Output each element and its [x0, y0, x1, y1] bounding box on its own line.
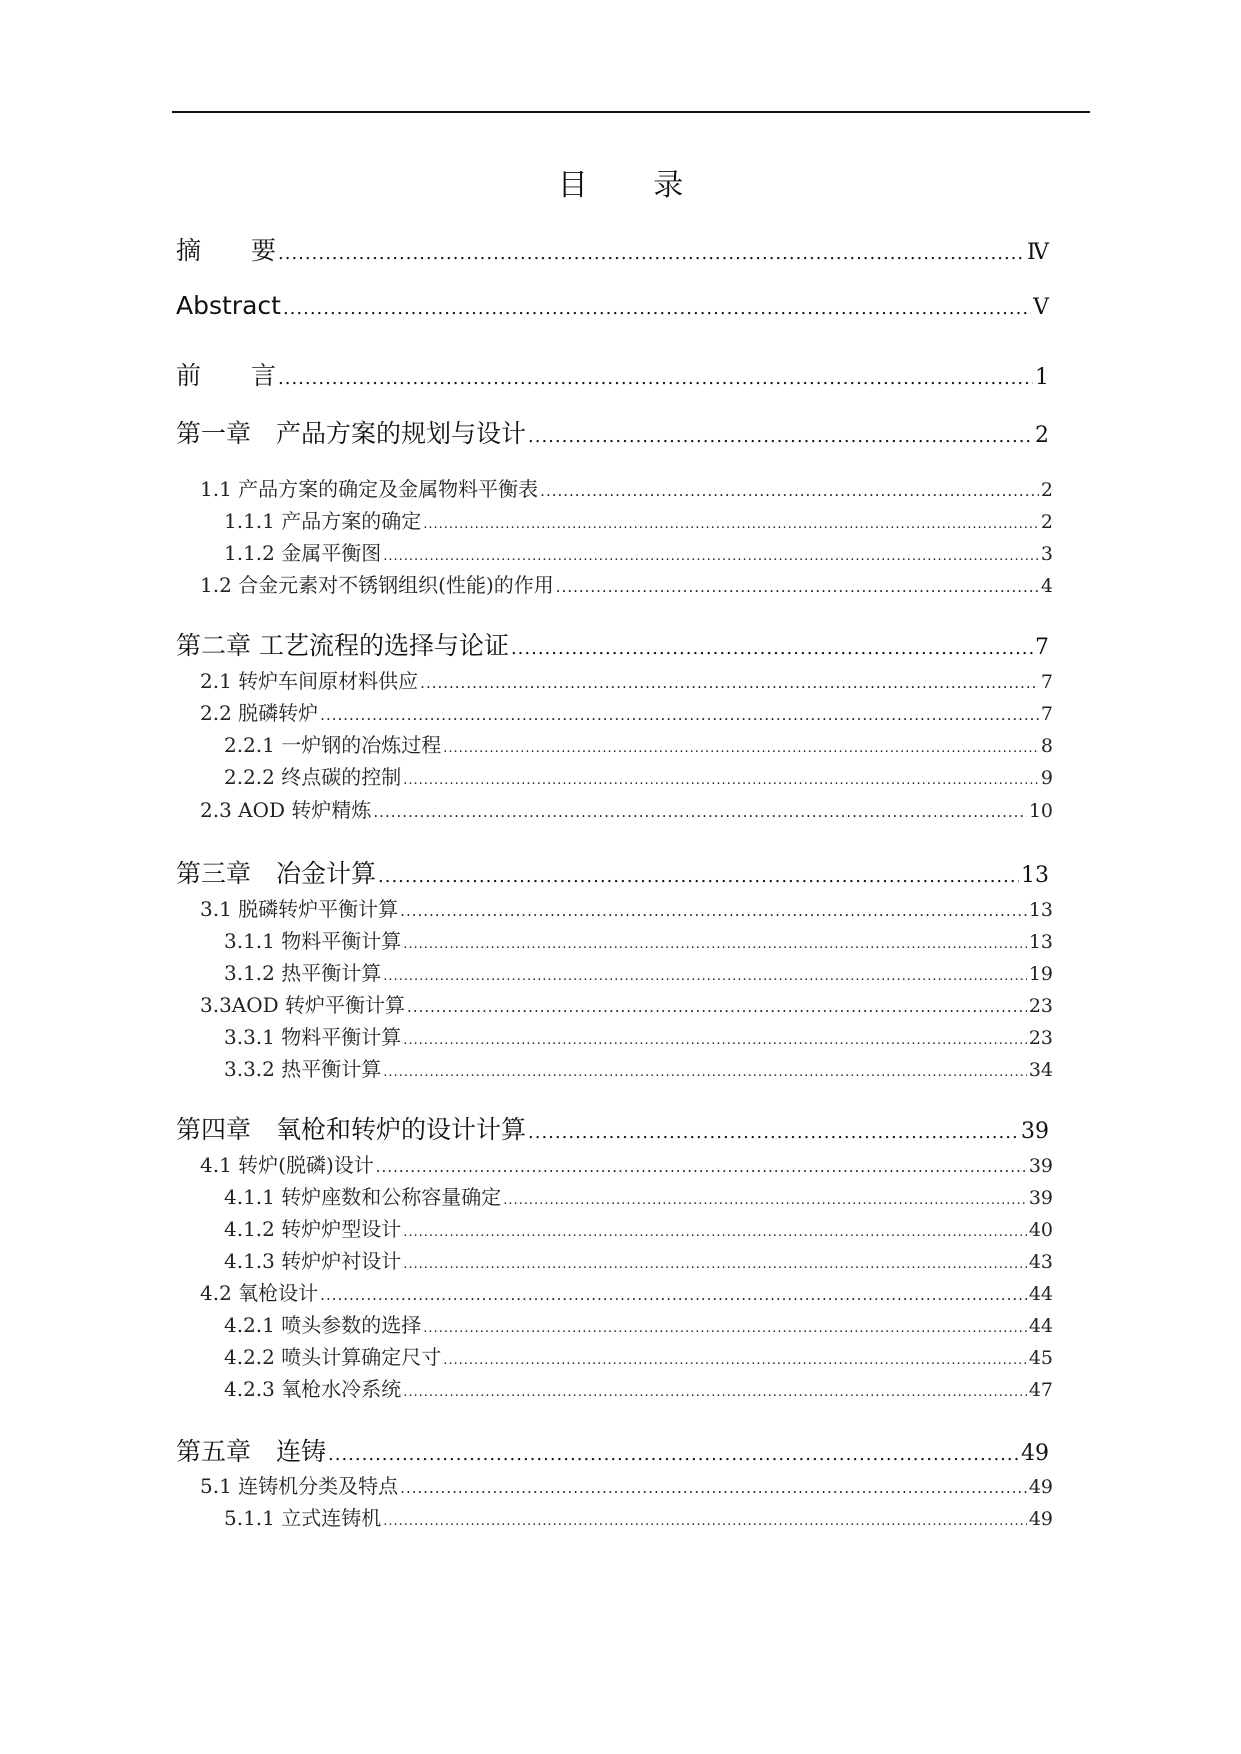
toc-entry-label: 前 言 — [176, 361, 277, 390]
toc-entry-label: 1.1.2 金属平衡图 — [224, 541, 382, 565]
dot-leader — [423, 517, 1039, 532]
toc-subsection-entry[interactable] — [224, 1213, 1053, 1242]
toc-page-number: 13 — [1028, 899, 1053, 921]
toc-chapter-entry[interactable] — [176, 356, 1049, 392]
dot-leader — [383, 549, 1039, 564]
toc-subsection-entry[interactable] — [224, 925, 1053, 954]
toc-chapter-entry[interactable] — [176, 626, 1049, 662]
toc-page-number: 19 — [1028, 963, 1053, 985]
toc-subsection-entry[interactable] — [224, 957, 1053, 986]
toc-chapter-entry[interactable] — [176, 231, 1049, 267]
toc-entry-label: 4.2.2 喷头计算确定尺寸 — [224, 1345, 442, 1369]
toc-page-number: 34 — [1028, 1059, 1053, 1081]
toc-entry-label: 第一章 产品方案的规划与设计 — [176, 419, 527, 448]
toc-subsection-entry[interactable] — [224, 1181, 1053, 1210]
dot-leader — [378, 866, 1019, 887]
toc-page-number: 7 — [1040, 671, 1053, 693]
dot-leader — [528, 1122, 1019, 1143]
toc-page-number: 43 — [1028, 1251, 1053, 1273]
dot-leader — [403, 1225, 1027, 1240]
toc-subsection-entry[interactable] — [224, 1053, 1053, 1082]
dot-leader — [376, 1158, 1027, 1176]
toc-page-number: 47 — [1028, 1379, 1053, 1401]
dot-leader — [283, 298, 1031, 319]
dot-leader — [556, 578, 1039, 596]
toc-entry-label: 3.3AOD 转炉平衡计算 — [200, 993, 406, 1017]
dot-leader — [420, 674, 1039, 692]
toc-entry-label: 第二章 工艺流程的选择与论证 — [176, 631, 509, 660]
toc-page-number: 45 — [1028, 1347, 1053, 1369]
dot-leader — [528, 426, 1033, 447]
dot-leader — [383, 1065, 1027, 1080]
toc-section-entry[interactable] — [200, 569, 1053, 598]
dot-leader — [403, 937, 1027, 952]
toc-section-entry[interactable] — [200, 893, 1053, 922]
toc-entry-label: 3.3.2 热平衡计算 — [224, 1057, 382, 1081]
toc-page-number: 23 — [1028, 1027, 1053, 1049]
dot-leader — [383, 1514, 1027, 1529]
header-rule — [172, 111, 1090, 113]
toc-page-number: 10 — [1028, 800, 1053, 822]
toc-chapter-entry[interactable] — [176, 414, 1049, 450]
toc-entry-label: 第三章 冶金计算 — [176, 859, 377, 888]
toc-section-entry[interactable] — [200, 1149, 1053, 1178]
toc-page-number: 39 — [1028, 1155, 1053, 1177]
toc-subsection-entry[interactable] — [224, 1309, 1053, 1338]
toc-section-entry[interactable] — [200, 989, 1053, 1018]
toc-subsection-entry[interactable] — [224, 505, 1053, 534]
toc-entry-label: 1.1 产品方案的确定及金属物料平衡表 — [200, 477, 539, 501]
toc-entry-label: Abstract — [176, 291, 281, 320]
toc-page-number: 13 — [1028, 931, 1053, 953]
dot-leader — [403, 773, 1039, 788]
toc-entry-label: 2.2 脱磷转炉 — [200, 701, 319, 725]
toc-entry-label: 2.3 AOD 转炉精炼 — [200, 798, 372, 822]
dot-leader — [503, 1193, 1027, 1208]
toc-page-number: 49 — [1021, 1441, 1049, 1466]
dot-leader — [403, 1257, 1027, 1272]
toc-entry-label: 3.1 脱磷转炉平衡计算 — [200, 897, 399, 921]
toc-page-number: 39 — [1028, 1187, 1053, 1209]
dot-leader — [400, 1479, 1027, 1497]
toc-page-number: 49 — [1028, 1476, 1053, 1498]
dot-leader — [320, 1286, 1027, 1304]
dot-leader — [407, 998, 1027, 1016]
toc-page-number: 8 — [1040, 735, 1053, 757]
toc-subsection-entry[interactable] — [224, 1502, 1053, 1531]
dot-leader — [423, 1321, 1027, 1336]
dot-leader — [320, 706, 1039, 724]
toc-page-number: 40 — [1028, 1219, 1053, 1241]
toc-subsection-entry[interactable] — [224, 537, 1053, 566]
toc-entry-label: 4.1 转炉(脱磷)设计 — [200, 1153, 374, 1177]
dot-leader — [373, 803, 1026, 821]
toc-section-entry[interactable] — [200, 473, 1053, 502]
toc-subsection-entry[interactable] — [224, 1021, 1053, 1050]
dot-leader — [443, 1353, 1027, 1368]
toc-entry-label: 3.1.1 物料平衡计算 — [224, 929, 402, 953]
toc-page-number: 9 — [1040, 767, 1053, 789]
toc-entry-label: 4.2.3 氧枪水冷系统 — [224, 1377, 402, 1401]
toc-section-entry[interactable] — [200, 697, 1053, 726]
toc-page-number: 1 — [1035, 365, 1049, 390]
toc-page-number: 3 — [1040, 543, 1053, 565]
toc-entry-label: 4.2 氧枪设计 — [200, 1281, 319, 1305]
toc-entry-label: 第五章 连铸 — [176, 1437, 327, 1466]
toc-page-number: 4 — [1040, 575, 1053, 597]
toc-entry-label: 3.1.2 热平衡计算 — [224, 961, 382, 985]
dot-leader — [511, 638, 1033, 659]
toc-section-entry[interactable] — [200, 665, 1053, 694]
dot-leader — [278, 368, 1033, 389]
toc-entry-label: 3.3.1 物料平衡计算 — [224, 1025, 402, 1049]
toc-page-number: 23 — [1028, 995, 1053, 1017]
toc-entry-label: 4.1.2 转炉炉型设计 — [224, 1217, 402, 1241]
toc-subsection-entry[interactable] — [224, 761, 1053, 790]
toc-entry-label: 2.2.2 终点碳的控制 — [224, 765, 402, 789]
toc-subsection-entry[interactable] — [224, 729, 1053, 758]
toc-page-number: Ⅳ — [1027, 240, 1049, 265]
toc-page-number: 39 — [1021, 1119, 1049, 1144]
toc-chapter-entry[interactable] — [176, 291, 1049, 320]
dot-leader — [383, 969, 1027, 984]
toc-entry-label: 5.1.1 立式连铸机 — [224, 1506, 382, 1530]
toc-page-number: 2 — [1040, 511, 1053, 533]
toc-page-number: 49 — [1028, 1508, 1053, 1530]
toc-entry-label: 1.2 合金元素对不锈钢组织(性能)的作用 — [200, 573, 554, 597]
toc-entry-label: 4.2.1 喷头参数的选择 — [224, 1313, 422, 1337]
dot-leader — [540, 482, 1039, 500]
toc-entry-label: 4.1.1 转炉座数和公称容量确定 — [224, 1185, 502, 1209]
toc-section-entry[interactable] — [200, 1277, 1053, 1306]
toc-chapter-entry[interactable] — [176, 854, 1049, 890]
toc-section-entry[interactable] — [200, 1470, 1053, 1499]
toc-entry-label: 5.1 连铸机分类及特点 — [200, 1474, 399, 1498]
dot-leader — [400, 902, 1027, 920]
toc-subsection-entry[interactable] — [224, 1245, 1053, 1274]
toc-subsection-entry[interactable] — [224, 1373, 1053, 1402]
toc-page-number: 13 — [1021, 863, 1049, 888]
toc-chapter-entry[interactable] — [176, 1432, 1049, 1468]
dot-leader — [278, 243, 1025, 264]
toc-entry-label: 2.1 转炉车间原材料供应 — [200, 669, 419, 693]
dot-leader — [403, 1385, 1027, 1400]
toc-chapter-entry[interactable] — [176, 1110, 1049, 1146]
toc-entry-label: 2.2.1 一炉钢的冶炼过程 — [224, 733, 442, 757]
toc-page-number: 7 — [1035, 635, 1049, 660]
dot-leader — [443, 741, 1039, 756]
toc-page-number: 44 — [1028, 1283, 1053, 1305]
toc-page-number: 44 — [1028, 1315, 1053, 1337]
toc-page-number: 2 — [1035, 423, 1049, 448]
toc-entry-label: 第四章 氧枪和转炉的设计计算 — [176, 1115, 527, 1144]
toc-entry-label: 4.1.3 转炉炉衬设计 — [224, 1249, 402, 1273]
toc-entry-label: 1.1.1 产品方案的确定 — [224, 509, 422, 533]
toc-page-number: Ⅴ — [1033, 295, 1049, 320]
toc-title: 目 录 — [557, 168, 712, 203]
toc-entry-label: 摘 要 — [176, 236, 277, 265]
dot-leader — [328, 1444, 1019, 1465]
dot-leader — [403, 1033, 1027, 1048]
toc-subsection-entry[interactable] — [224, 1341, 1053, 1370]
toc-section-entry[interactable] — [200, 794, 1053, 823]
toc-page-number: 7 — [1040, 703, 1053, 725]
toc-page-number: 2 — [1040, 479, 1053, 501]
